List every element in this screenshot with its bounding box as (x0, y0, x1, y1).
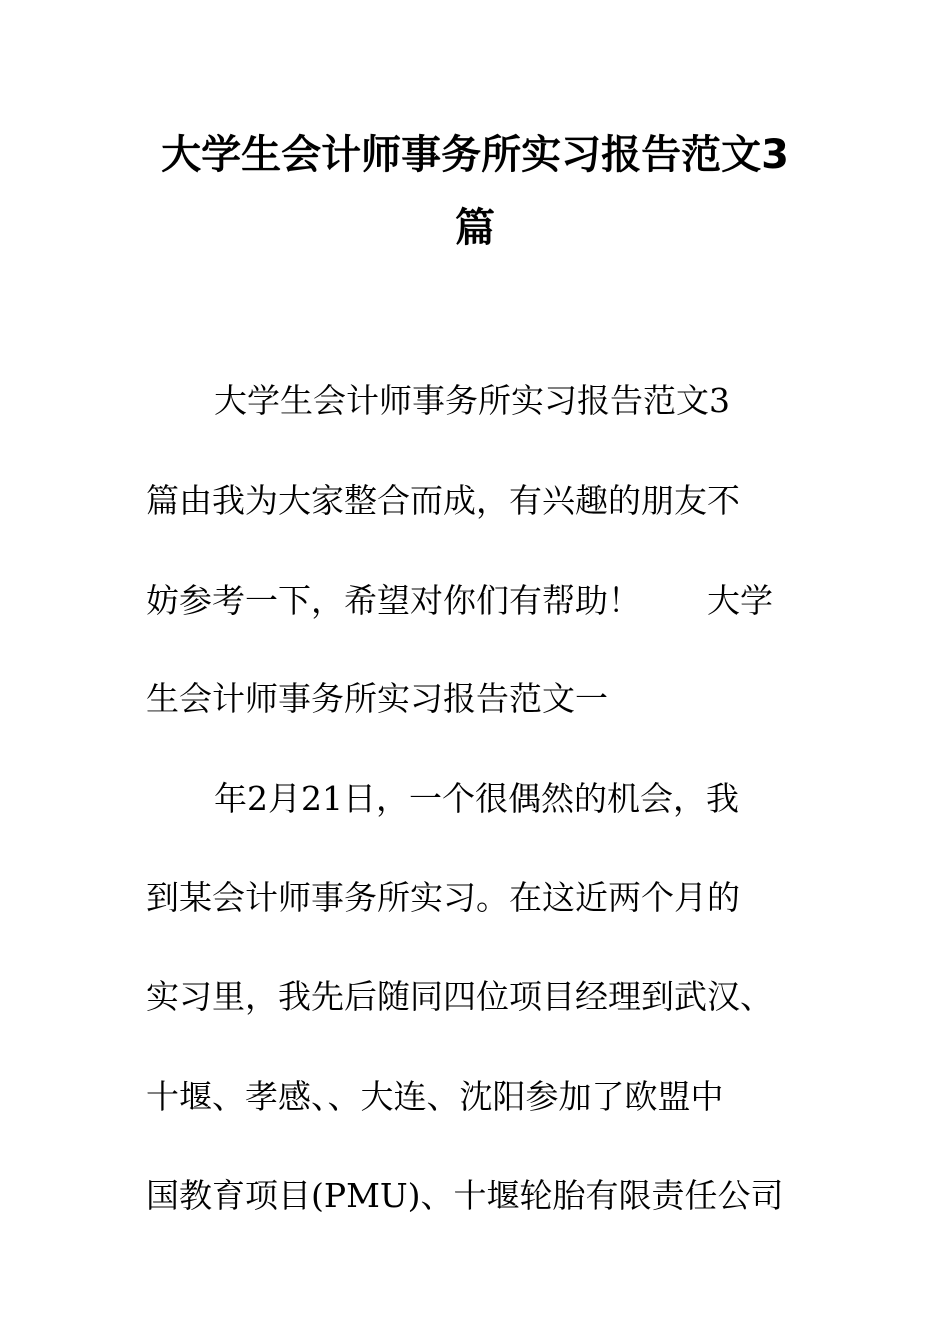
body-line-3: 妨参考一下，希望对你们有帮助！ 大学 (146, 581, 773, 620)
body-line-9: 国教育项目(PMU)、十堰轮胎有限责任公司 (146, 1176, 784, 1215)
document-title-line-2: 篇 (455, 205, 495, 251)
document-title-line-1: 大学生会计师事务所实习报告范文3 (161, 132, 789, 178)
body-line-5: 年2月21日，一个很偶然的机会，我 (214, 779, 739, 818)
body-line-2: 篇由我为大家整合而成，有兴趣的朋友不 (146, 481, 740, 520)
body-line-1: 大学生会计师事务所实习报告范文3 (214, 381, 730, 420)
body-line-7: 实习里，我先后随同四位项目经理到武汉、 (146, 977, 773, 1016)
body-line-4: 生会计师事务所实习报告范文一 (146, 679, 608, 718)
body-line-6: 到某会计师事务所实习。在这近两个月的 (146, 878, 740, 917)
body-line-8: 十堰、孝感、、大连、沈阳参加了欧盟中 (146, 1077, 724, 1116)
